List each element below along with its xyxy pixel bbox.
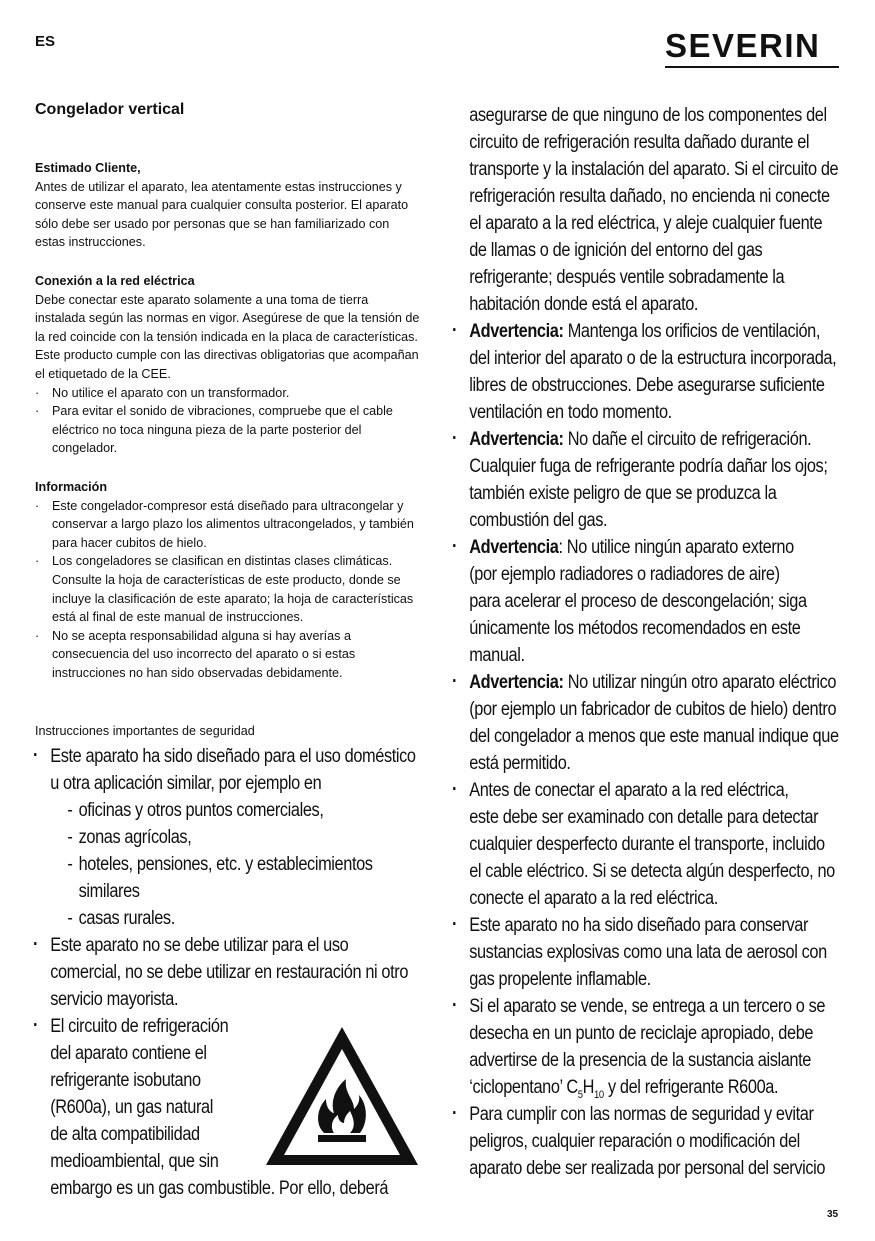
list-item: · No se acepta responsabilidad alguna si hay averías a consecuencia del uso incorrecto del aparato o si estas instrucciones no han sido observadas debidamente. xyxy=(35,627,420,683)
safety-item-refrigerant: · El circuito de refrigeración del aparato contiene el refrigerante isobutano (R600a), un gas natural de alta compatibilidad medioambiental, que sin embargo es un gas combustible. Por ello, deberá xyxy=(33,1013,420,1202)
brand-logo: SEVERIN xyxy=(665,27,821,64)
language-code: ES xyxy=(35,33,56,50)
safety-heading: Instrucciones importantes de seguridad xyxy=(35,724,255,738)
list-item: · Este congelador-compresor está diseñado para ultracongelar y conservar a largo plazo los alimentos ultracongelados, y también para hacer cubitos de hielo. xyxy=(35,497,420,553)
item-disposal: · Si el aparato se vende, se entrega a un tercero o se desecha en un punto de reciclaje apropiado, debe advertirse de la presencia de la sustancia aislante ‘ciclopentano’ $C_5H_{10}$ y del refrigerante R600a. xyxy=(452,993,839,1101)
right-column xyxy=(452,102,839,1182)
item-repairs: · Para cumplir con las normas de seguridad y evitar peligros, cualquier reparación o modificación del aparato debe ser realizada por personal del servicio xyxy=(452,1101,839,1182)
continuation-text: asegurarse de que ninguno de los componentes del circuito de refrigeración resulta dañado durante el transporte y la instalación del aparato. Si el circuito de refrigeración resulta dañado, no encienda ni conecte el aparato a la red eléctrica, y aleje cualquier fuente de llamas o de ignición del entorno del gas refrigerante; después ventile sobradamente la habitación donde está el aparato. xyxy=(469,105,839,315)
sub-item: - casas rurales. xyxy=(50,905,420,932)
item-explosives: · Este aparato no ha sido diseñado para conservar sustancias explosivas como una lata de aerosol con gas propelente inflamable. xyxy=(452,912,839,993)
logo-underline xyxy=(665,66,839,68)
electric-section xyxy=(35,272,420,458)
list-item: · Para evitar el sonido de vibraciones, compruebe que el cable eléctrico no toca ninguna pieza de la parte posterior del congelador. xyxy=(35,402,420,458)
warning-ventilation: · Advertencia: Mantenga los orificios de ventilación, del interior del aparato o de la estructura incorporada, libres de obstrucciones. Debe asegurarse suficiente ventilación en todo momento. xyxy=(452,318,839,426)
electric-body: Debe conectar este aparato solamente a una toma de tierra instalada según las normas en vigor. Asegúrese de que la tensión de la red coincide con la tensión indicada en la placa de características. Este producto cumple con las directivas obligatorias que acompañan el etiquetado de la CEE. xyxy=(35,292,420,381)
greeting-section xyxy=(35,159,420,252)
page-title: Congelador vertical xyxy=(35,101,185,118)
list-item: · No utilice el aparato con un transformador. xyxy=(35,384,420,403)
warning-appliances: · Advertencia: No utilizar ningún otro aparato eléctrico (por ejemplo un fabricador de cubitos de hielo) dentro del congelador a menos que este manual indique que está permitido. xyxy=(452,669,839,777)
safety-item-domestic: · Este aparato ha sido diseñado para el uso doméstico u otra aplicación similar, por ejemplo en - oficinas y otros puntos comerciales, - zonas agrícolas, - hoteles, pensiones, etc. y establecimientos similares - casas rurales. xyxy=(33,743,420,932)
list-item: · Los congeladores se clasifican en distintas clases climáticas. Consulte la hoja de características de este producto, donde se incluye la clasificación de este aparato; la hoja de características está al final de este manual de instrucciones. xyxy=(35,552,420,626)
sub-item: - zonas agrícolas, xyxy=(50,824,420,851)
info-section xyxy=(35,478,420,683)
info-heading: Información xyxy=(35,480,108,494)
item-inspection: · Antes de conectar el aparato a la red eléctrica, este debe ser examinado con detalle para detectar cualquier desperfecto durante el transporte, incluido el cable eléctrico. Si se detecta algún desperfecto, no conecte el aparato a la red eléctrica. xyxy=(452,777,839,912)
warning-circuit: · Advertencia: No dañe el circuito de refrigeración. Cualquier fuga de refrigerante podría dañar los ojos; también existe peligro de que se produzca la combustión del gas. xyxy=(452,426,839,534)
flammable-warning-icon xyxy=(262,1023,422,1169)
electric-heading: Conexión a la red eléctrica xyxy=(35,274,195,288)
warning-defrost: · Advertencia: No utilice ningún aparato externo (por ejemplo radiadores o radiadores de aire) para acelerar el proceso de descongelación; siga únicamente los métodos recomendados en este manual. xyxy=(452,534,839,669)
greeting-body: Antes de utilizar el aparato, lea atentamente estas instrucciones y conserve este manual para cualquier consulta posterior. El aparato sólo debe ser usado por personas que se han familiarizado con estas instrucciones. xyxy=(35,179,409,250)
sub-item: - oficinas y otros puntos comerciales, xyxy=(50,797,420,824)
greeting-heading: Estimado Cliente, xyxy=(35,161,141,175)
sub-item: - hoteles, pensiones, etc. y establecimientos similares xyxy=(50,851,420,905)
page-number: 35 xyxy=(827,1209,839,1220)
safety-item-commercial: · Este aparato no se debe utilizar para el uso comercial, no se debe utilizar en restauración ni otro servicio mayorista. xyxy=(33,932,420,1013)
